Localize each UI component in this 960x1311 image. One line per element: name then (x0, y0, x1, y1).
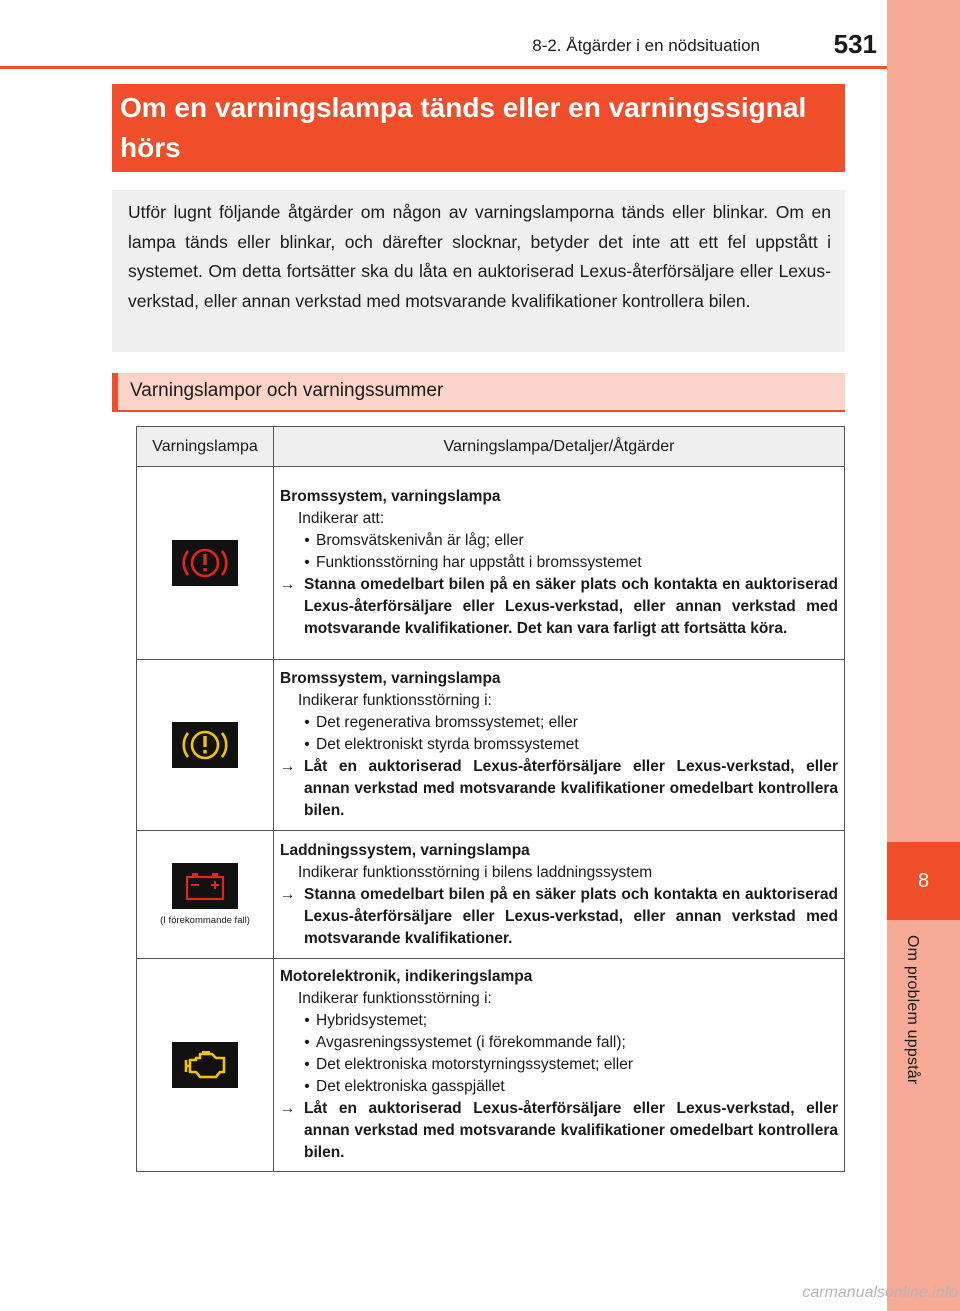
list-item: • Bromsvätskenivån är låg; eller (304, 532, 524, 549)
watermark: carmanualsonline.info (802, 1284, 958, 1301)
item-title: Motorelektronik, indikeringslampa (280, 968, 533, 985)
chapter-number: 8 (887, 842, 960, 920)
list-item: • Det elektroniska motorstyrningssystemet; eller (304, 1056, 634, 1073)
warning-lamp-table (136, 426, 845, 1172)
list-item: • Det elektroniska gasspjället (304, 1078, 505, 1095)
list-item: • Hybridsystemet; (304, 1012, 428, 1029)
list-item: • Funktionsstörning har uppstått i bromssystemet (304, 554, 642, 571)
icon-note: (I förekommande fall) (160, 915, 250, 926)
item-intro: Indikerar funktionsstörning i bilens laddningssystem (298, 863, 653, 881)
battery-charging-icon (172, 863, 238, 909)
brake-warning-red-icon (172, 540, 238, 586)
item-intro: Indikerar att: (298, 510, 385, 527)
details-cell (274, 959, 845, 1172)
page-number: 531 (833, 29, 877, 59)
action-text: → Stanna omedelbart bilen på en säker plats och kontakta en auktoriserad Lexus-återförsäljare eller Lexus-verkstad, eller annan verkstad med motsvarande kvalifikationer. Det kan vara farligt att fortsätta köra. (280, 576, 838, 637)
details-cell (274, 467, 845, 660)
chapter-label: Om problem uppstår (904, 935, 921, 1085)
action-text: → Låt en auktoriserad Lexus-återförsäljare eller Lexus-verkstad, eller annan verkstad med motsvarande kvalifikationer omedelbart kontrollera bilen. (280, 758, 838, 819)
item-intro: Indikerar funktionsstörning i: (298, 990, 492, 1007)
item-title: Bromssystem, varningslampa (280, 488, 501, 505)
list-item: • Det regenerativa bromssystemet; eller (304, 714, 578, 731)
icon-cell (137, 467, 274, 660)
header-rule (0, 66, 887, 69)
icon-cell (137, 959, 274, 1172)
item-intro: Indikerar funktionsstörning i: (298, 692, 492, 709)
engine-check-icon (172, 1042, 238, 1088)
list-item: • Avgasreningssystemet (i förekommande fall); (304, 1034, 626, 1051)
table-row (137, 959, 845, 1172)
header-details: Varningslampa/Detaljer/Åtgärder (274, 427, 845, 467)
subheading: Varningslampor och varningssummer (112, 373, 845, 412)
section-title: 8-2. Åtgärder i en nödsituation (532, 36, 760, 55)
details-cell (274, 831, 845, 959)
table-row (137, 831, 845, 959)
header-lamp: Varningslampa (137, 427, 274, 467)
item-title: Laddningssystem, varningslampa (280, 841, 530, 859)
intro-text: Utför lugnt följande åtgärder om någon av varningslamporna tänds eller blinkar. Om en lampa tänds eller blinkar, och därefter slocknar, betyder det inte att ett fel uppstått i systemet. Om detta fortsätter ska du låta en auktoriserad Lexus-återförsäljare eller Lexus-verkstad, eller annan verkstad med motsvarande kvalifikationer kontrollera bilen. (112, 190, 845, 352)
icon-cell (137, 831, 274, 959)
table-header-row (137, 427, 845, 467)
table-row (137, 467, 845, 660)
details-cell (274, 660, 845, 831)
brake-warning-yellow-icon (172, 722, 238, 768)
action-text: → Stanna omedelbart bilen på en säker plats och kontakta en auktoriserad Lexus-återförsäljare eller Lexus-verkstad, eller annan verkstad med motsvarande kvalifikationer. (280, 885, 838, 947)
action-text: → Låt en auktoriserad Lexus-återförsäljare eller Lexus-verkstad, eller annan verkstad med motsvarande kvalifikationer omedelbart kontrollera bilen. (280, 1100, 838, 1161)
table-row (137, 660, 845, 831)
list-item: • Det elektroniskt styrda bromssystemet (304, 736, 579, 753)
icon-cell (137, 660, 274, 831)
page-title: Om en varningslampa tänds eller en varningssignal hörs (112, 84, 845, 172)
item-title: Bromssystem, varningslampa (280, 670, 501, 687)
